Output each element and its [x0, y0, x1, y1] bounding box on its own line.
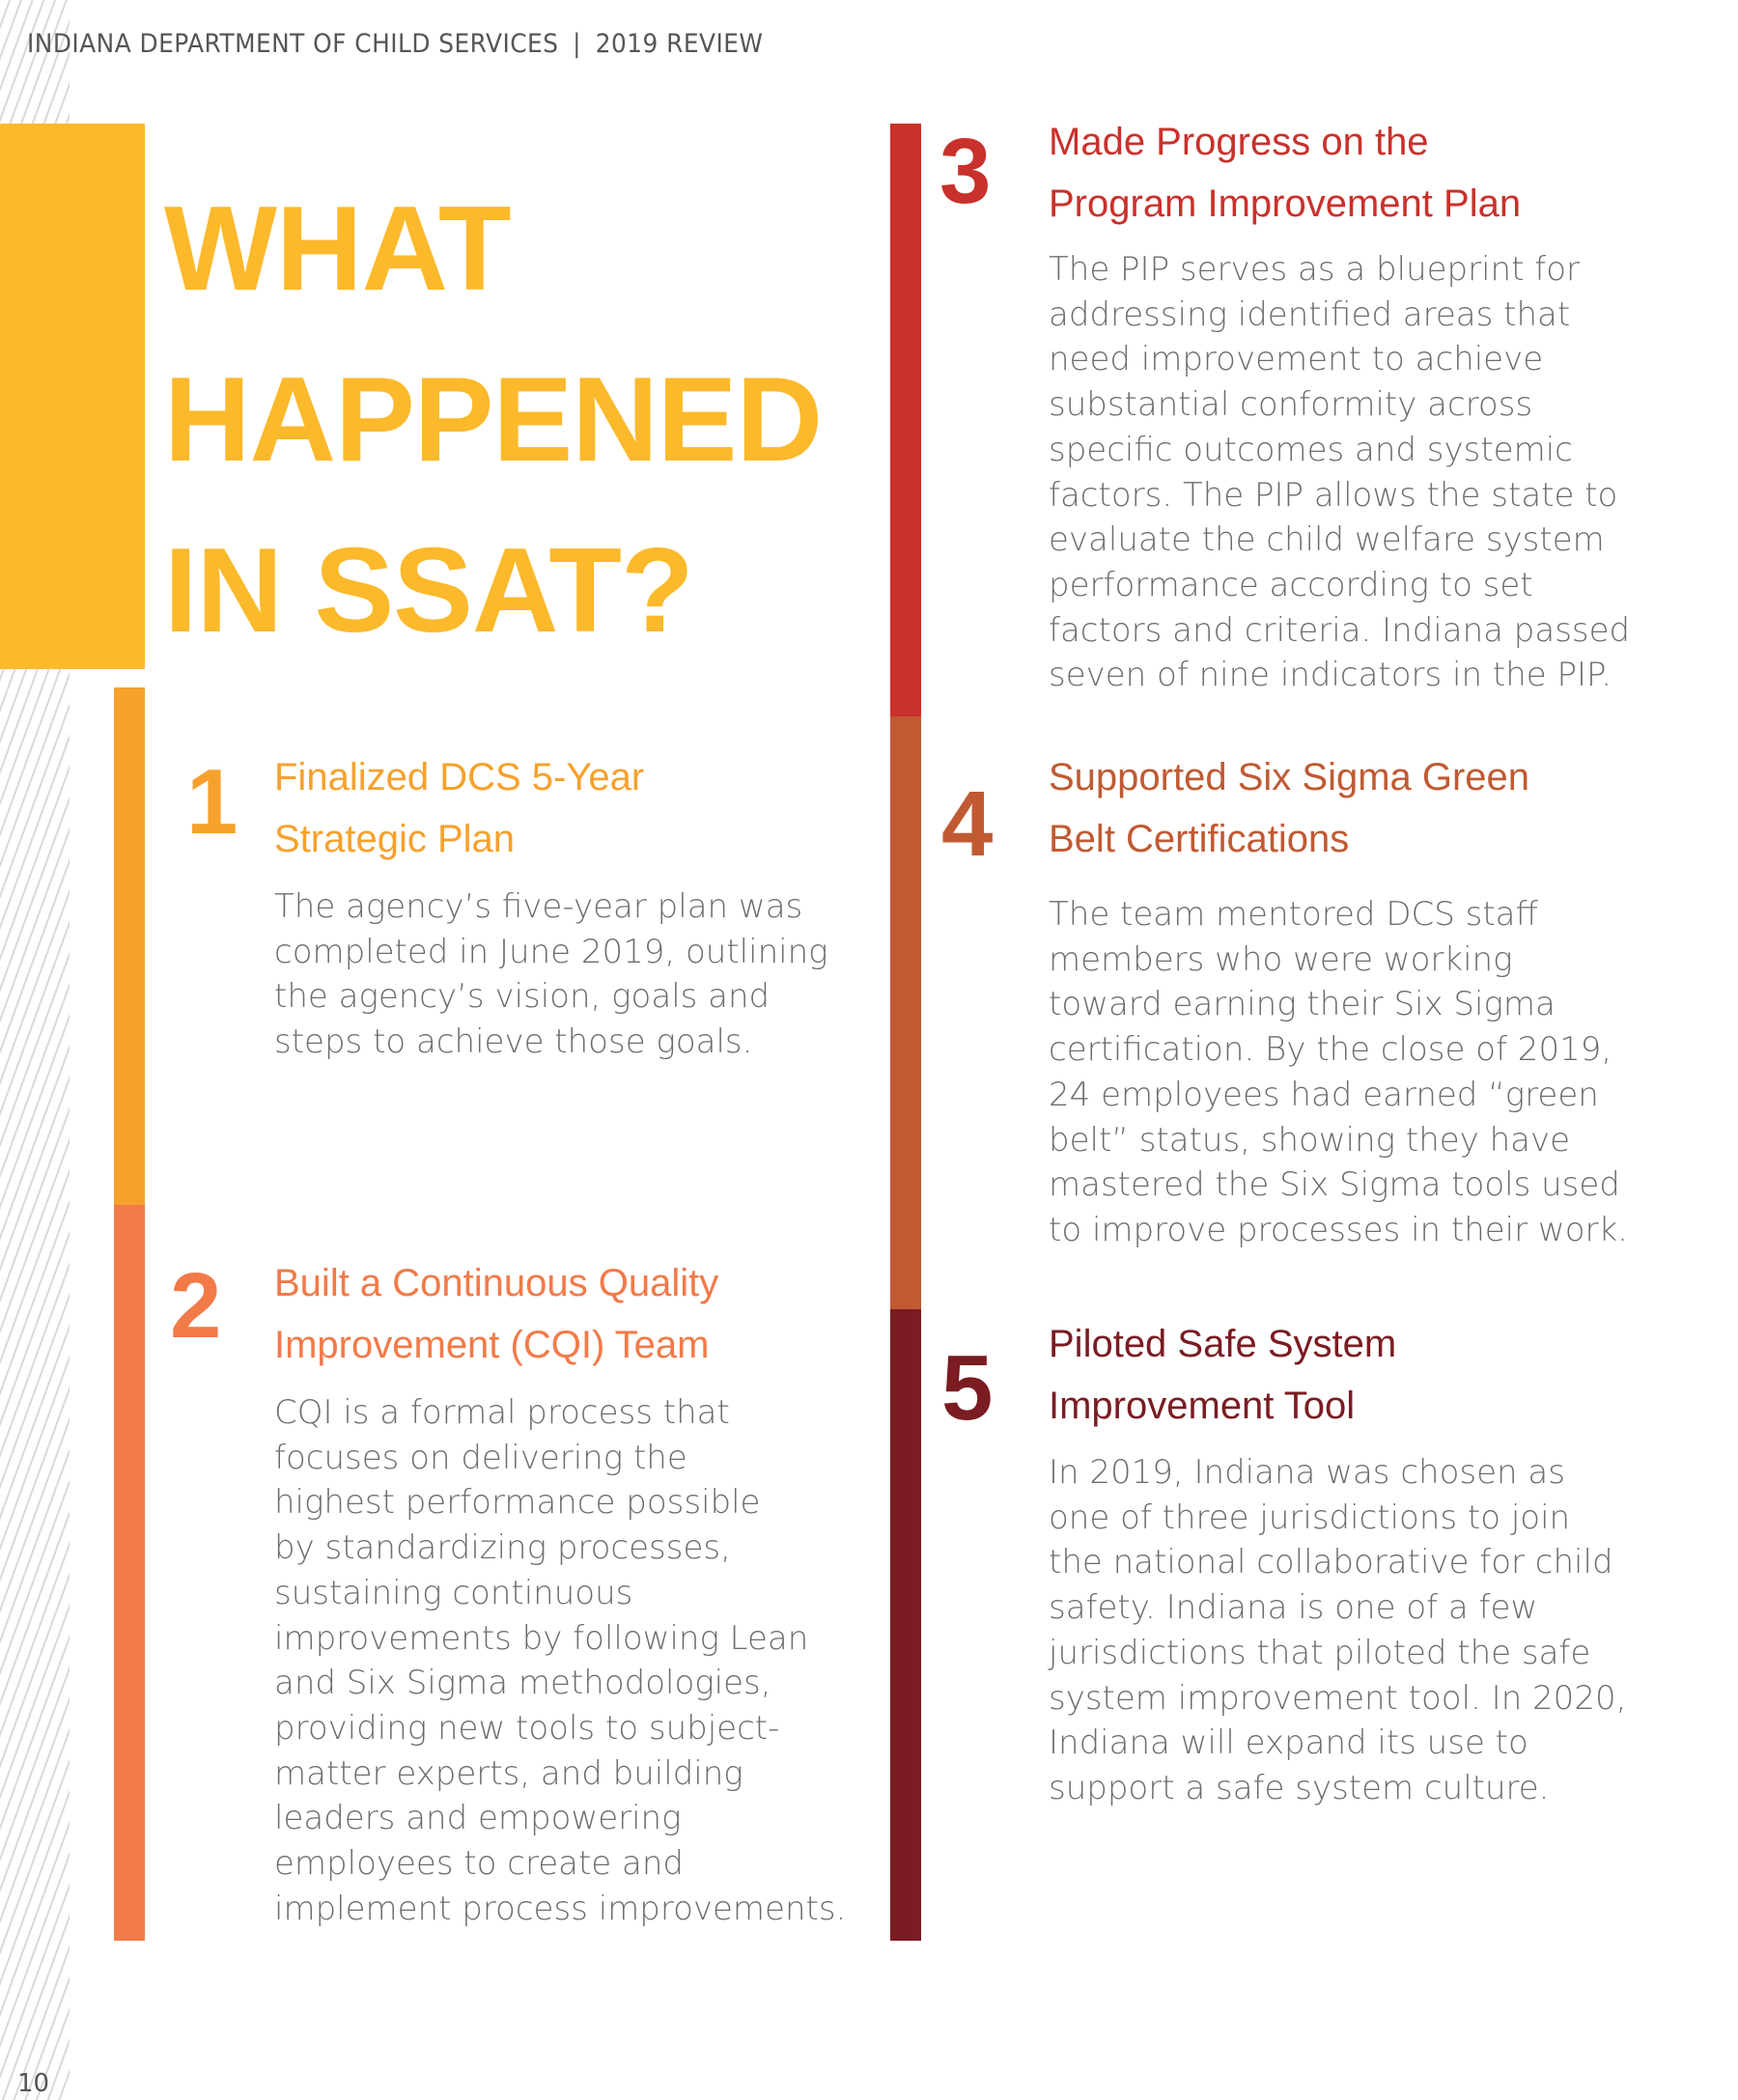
body-line: jurisdictions that piloted the safe: [1049, 1633, 1591, 1672]
body-line: toward earning their Six Sigma: [1049, 985, 1556, 1024]
body-line: performance according to set: [1049, 565, 1533, 604]
item-2-title: [274, 1252, 718, 1376]
body-line: and Six Sigma methodologies,: [274, 1664, 771, 1703]
title-line: Made Progress on the: [1049, 121, 1429, 163]
body-line: certification. By the close of 2019,: [1049, 1030, 1612, 1070]
body-line: one of three jurisdictions to join: [1049, 1498, 1571, 1537]
body-line: completed in June 2019, outlining: [274, 932, 828, 971]
body-line: factors. The PIP allows the state to: [1049, 475, 1618, 515]
item-3-accent-bar: [890, 124, 921, 716]
body-line: addressing identified areas that: [1049, 294, 1571, 334]
title-line: Strategic Plan: [274, 818, 516, 860]
title-line: HAPPENED: [164, 353, 823, 487]
body-line: Indiana will expand its use to: [1049, 1723, 1528, 1763]
item-2-accent-bar: [114, 1205, 145, 1941]
title-line: Finalized DCS 5-Year: [274, 756, 645, 798]
item-1-title: [274, 746, 644, 870]
body-line: factors and criteria. Indiana passed: [1049, 610, 1631, 650]
body-line: the agency’s vision, goals and: [274, 977, 771, 1017]
body-line: 24 employees had earned “green: [1049, 1075, 1599, 1114]
body-line: The PIP serves as a blueprint for: [1049, 250, 1580, 289]
item-5-body: [1049, 1450, 1626, 1811]
body-line: mastered the Six Sigma tools used: [1049, 1165, 1620, 1205]
body-line: sustaining continuous: [274, 1573, 633, 1612]
item-1-accent-bar: [114, 687, 145, 1205]
body-line: implement process improvements.: [274, 1889, 847, 1928]
item-4-accent-bar: [890, 716, 921, 1309]
body-line: The team mentored DCS staff: [1049, 895, 1538, 934]
page-title: [164, 164, 822, 677]
body-line: by standardizing processes,: [274, 1528, 731, 1568]
item-3-title: [1049, 111, 1521, 235]
body-line: employees to create and: [274, 1844, 684, 1884]
header-separator: |: [573, 29, 581, 59]
body-line: safety. Indiana is one of a few: [1049, 1588, 1538, 1628]
item-2-body: [274, 1390, 846, 1931]
title-line: Belt Certifications: [1049, 818, 1350, 860]
body-line: support a safe system culture.: [1049, 1768, 1550, 1807]
title-line: Improvement (CQI) Team: [274, 1324, 710, 1366]
item-4-body: [1049, 892, 1628, 1253]
title-line: Improvement Tool: [1049, 1385, 1356, 1427]
body-line: steps to achieve those goals.: [274, 1022, 753, 1062]
body-line: In 2019, Indiana was chosen as: [1049, 1453, 1565, 1492]
body-line: improvements by following Lean: [274, 1618, 809, 1658]
body-line: to improve processes in their work.: [1049, 1210, 1628, 1249]
title-accent-bar: [0, 124, 145, 669]
body-line: need improvement to achieve: [1049, 340, 1544, 379]
body-line: seven of nine indicators in the PIP.: [1049, 656, 1612, 695]
header-organization: INDIANA DEPARTMENT OF CHILD SERVICES: [27, 29, 559, 59]
title-line: IN SSAT?: [164, 524, 693, 658]
body-line: belt” status, showing they have: [1049, 1120, 1571, 1160]
item-5-accent-bar: [890, 1309, 921, 1941]
title-line: Supported Six Sigma Green: [1049, 756, 1530, 798]
page-header: [27, 29, 763, 59]
header-review: 2019 REVIEW: [595, 29, 764, 59]
item-1-number: 1: [186, 750, 238, 854]
item-4-title: [1049, 746, 1529, 870]
title-line: Piloted Safe System: [1049, 1323, 1397, 1365]
body-line: the national collaborative for child: [1049, 1543, 1613, 1582]
body-line: The agency’s five-year plan was: [274, 887, 803, 926]
body-line: substantial conformity across: [1049, 385, 1533, 425]
body-line: CQI is a formal process that: [274, 1393, 730, 1432]
item-1-body: [274, 884, 828, 1065]
page-number: 10: [17, 2069, 50, 2098]
body-line: leaders and empowering: [274, 1799, 682, 1838]
body-line: system improvement tool. In 2020,: [1049, 1678, 1627, 1718]
title-line: Program Improvement Plan: [1049, 182, 1522, 225]
body-line: providing new tools to subject-: [274, 1708, 780, 1748]
title-line: WHAT: [164, 182, 511, 316]
item-4-number: 4: [941, 772, 994, 876]
item-3-number: 3: [939, 120, 992, 223]
body-line: specific outcomes and systemic: [1049, 430, 1573, 469]
item-3-body: [1049, 247, 1630, 698]
item-5-title: [1049, 1313, 1396, 1437]
title-line: Built a Continuous Quality: [274, 1262, 719, 1304]
body-line: focuses on delivering the: [274, 1438, 687, 1477]
body-line: members who were working: [1049, 939, 1513, 979]
item-5-number: 5: [941, 1336, 994, 1440]
item-2-number: 2: [170, 1254, 222, 1358]
body-line: matter experts, and building: [274, 1753, 743, 1793]
body-line: highest performance possible: [274, 1483, 761, 1523]
body-line: evaluate the child welfare system: [1049, 520, 1605, 560]
